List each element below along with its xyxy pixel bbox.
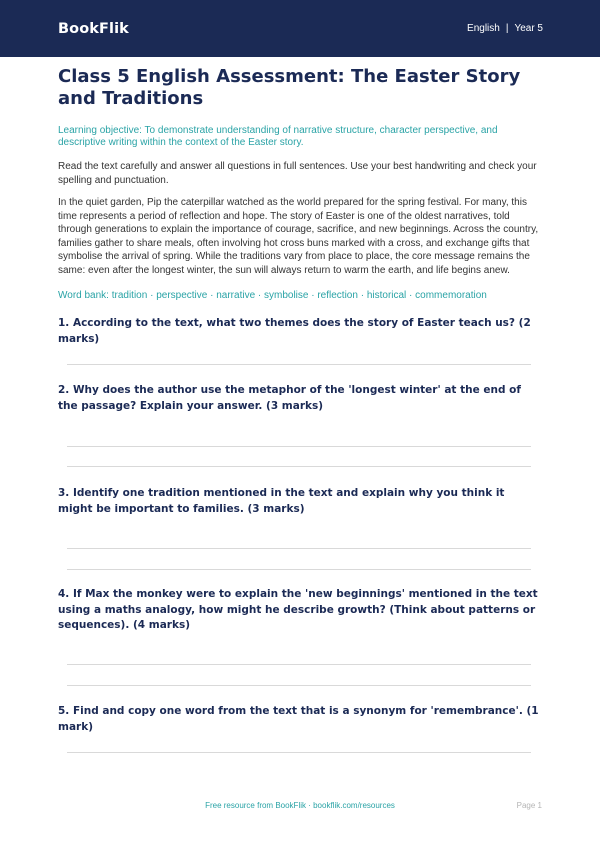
answer-line[interactable] bbox=[67, 364, 531, 365]
page-footer bbox=[0, 801, 600, 815]
worksheet-intro bbox=[58, 66, 542, 302]
answer-line[interactable] bbox=[67, 664, 531, 665]
answer-line[interactable] bbox=[67, 752, 531, 753]
year-label: Year 5 bbox=[514, 23, 543, 34]
subject-year-label bbox=[467, 23, 543, 34]
question-3: 3. Identify one tradition mentioned in the text and explain why you think it might be important to families. (3 marks) bbox=[58, 487, 505, 515]
page-number: Page 1 bbox=[516, 801, 542, 810]
answer-line[interactable] bbox=[67, 685, 531, 686]
question-1: 1. According to the text, what two themes does the story of Easter teach us? (2 marks) bbox=[58, 317, 531, 345]
answer-line[interactable] bbox=[67, 569, 531, 570]
question-5: 5. Find and copy one word from the text that is a synonym for 'remembrance'. (1 mark) bbox=[58, 705, 539, 733]
footer-credit-link[interactable]: Free resource from BookFlik · bookflik.com/resources bbox=[205, 801, 395, 810]
subject-label: English bbox=[467, 23, 500, 34]
answer-line[interactable] bbox=[67, 548, 531, 549]
question-2: 2. Why does the author use the metaphor of the 'longest winter' at the end of the passage? Explain your answer. (3 marks) bbox=[58, 384, 521, 412]
learning-objective: Learning objective: To demonstrate understanding of narrative structure, character perspective, and descriptive writing within the context of the Easter story. bbox=[58, 125, 498, 148]
answer-line[interactable] bbox=[67, 446, 531, 447]
reading-passage: In the quiet garden, Pip the caterpillar watched as the world prepared for the spring festival. For many, this time represents a period of reflection and hope. The story of Easter is one of the oldest narratives, told through generations to explain the importance of courage, sacrifice, and new beginnings. Across the country, families gather to share meals, often involving hot cross buns marked with a cross, and exchange gifts that symbolise the arrival of spring. While the traditions vary from place to place, the core message remains the same: even after the longest winter, the sun will always return to warm the earth, and life begins anew. bbox=[58, 197, 539, 276]
page-title: Class 5 English Assessment: The Easter Story and Traditions bbox=[58, 66, 521, 109]
instructions: Read the text carefully and answer all questions in full sentences. Use your best handwriting and check your spelling and punctuation. bbox=[58, 161, 537, 186]
brand-logo[interactable]: BookFlik bbox=[58, 20, 129, 37]
site-header bbox=[0, 0, 600, 57]
subject-separator: | bbox=[505, 23, 509, 34]
word-bank: Word bank: tradition · perspective · narrative · symbolise · reflection · historical · commemoration bbox=[58, 290, 487, 301]
answer-line[interactable] bbox=[67, 466, 531, 467]
question-4: 4. If Max the monkey were to explain the 'new beginnings' mentioned in the text using a maths analogy, how might he describe growth? (Think about patterns or sequences). (4 marks) bbox=[58, 588, 538, 631]
